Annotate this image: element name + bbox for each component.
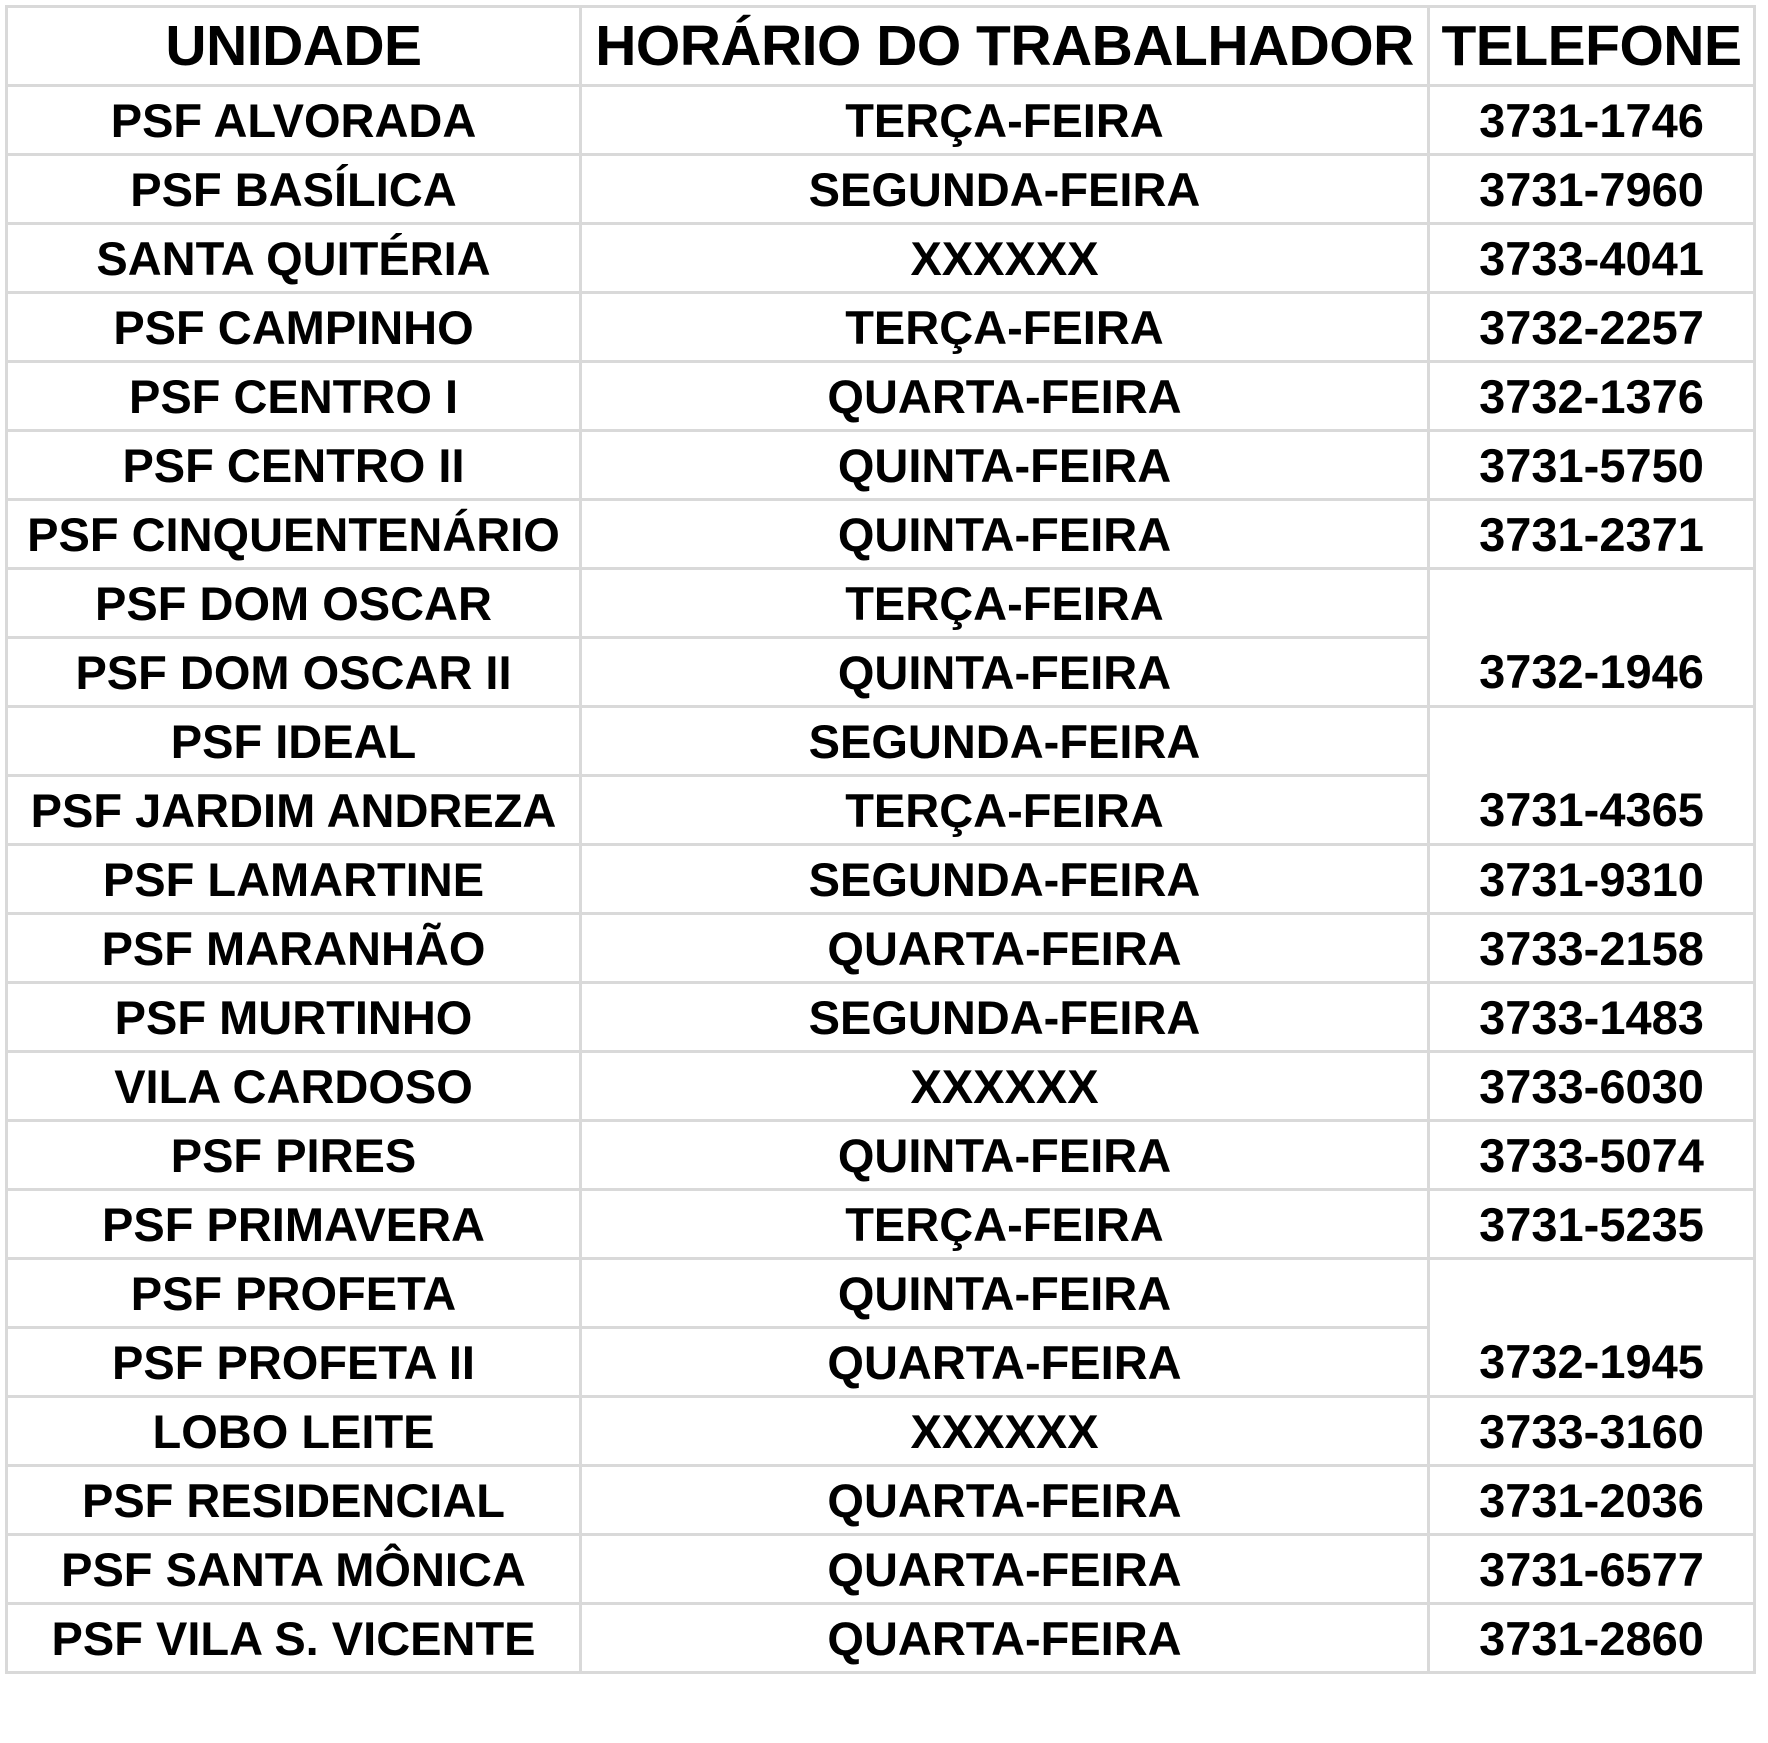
table-row [7,983,1755,1052]
table-row [7,1259,1755,1328]
header-telefone: TELEFONE [1429,7,1755,86]
horario-cell: TERÇA-FEIRA [581,569,1429,638]
table-row [7,1121,1755,1190]
unidade-cell: PSF DOM OSCAR II [7,638,581,707]
unidade-cell: PSF CENTRO II [7,431,581,500]
table-row [7,1604,1755,1673]
unidade-cell: PSF PIRES [7,1121,581,1190]
horario-cell: XXXXXX [581,1052,1429,1121]
table-row [7,431,1755,500]
unidade-cell: PSF IDEAL [7,707,581,776]
unidade-cell: PSF PROFETA II [7,1328,581,1397]
horario-cell: TERÇA-FEIRA [581,1190,1429,1259]
unidade-cell: PSF CAMPINHO [7,293,581,362]
horario-cell: XXXXXX [581,1397,1429,1466]
telefone-cell: 3731-1746 [1429,86,1755,155]
telefone-cell: 3733-6030 [1429,1052,1755,1121]
telefone-cell-merged: 3732-1946 [1429,569,1755,707]
unidade-cell: PSF DOM OSCAR [7,569,581,638]
table-row [7,1052,1755,1121]
horario-cell: QUARTA-FEIRA [581,1466,1429,1535]
unidade-cell: PSF MURTINHO [7,983,581,1052]
horario-cell: QUARTA-FEIRA [581,362,1429,431]
telefone-cell: 3733-3160 [1429,1397,1755,1466]
horario-cell: QUINTA-FEIRA [581,500,1429,569]
telefone-cell: 3733-2158 [1429,914,1755,983]
table-row [7,845,1755,914]
telefone-cell: 3732-2257 [1429,293,1755,362]
horario-cell: SEGUNDA-FEIRA [581,707,1429,776]
unidade-cell: PSF MARANHÃO [7,914,581,983]
telefone-cell: 3731-2860 [1429,1604,1755,1673]
telefone-cell: 3731-2036 [1429,1466,1755,1535]
telefone-cell: 3731-6577 [1429,1535,1755,1604]
horario-cell: QUARTA-FEIRA [581,1535,1429,1604]
horario-cell: TERÇA-FEIRA [581,86,1429,155]
table-row [7,86,1755,155]
table-row [7,155,1755,224]
telefone-cell: 3733-5074 [1429,1121,1755,1190]
table-row [7,914,1755,983]
horario-cell: QUINTA-FEIRA [581,638,1429,707]
horario-cell: QUINTA-FEIRA [581,1121,1429,1190]
horario-cell: QUINTA-FEIRA [581,431,1429,500]
table-row [7,1466,1755,1535]
table-row [7,362,1755,431]
telefone-cell: 3731-9310 [1429,845,1755,914]
unidade-cell: PSF ALVORADA [7,86,581,155]
unidade-cell: LOBO LEITE [7,1397,581,1466]
unidade-cell: SANTA QUITÉRIA [7,224,581,293]
horario-cell: SEGUNDA-FEIRA [581,155,1429,224]
unidade-cell: PSF BASÍLICA [7,155,581,224]
horario-cell: QUARTA-FEIRA [581,914,1429,983]
table-row [7,293,1755,362]
unidade-cell: PSF CENTRO I [7,362,581,431]
header-unidade: UNIDADE [7,7,581,86]
telefone-cell: 3732-1376 [1429,362,1755,431]
units-table [5,5,1756,1674]
horario-cell: QUINTA-FEIRA [581,1259,1429,1328]
telefone-cell: 3731-7960 [1429,155,1755,224]
horario-cell: TERÇA-FEIRA [581,776,1429,845]
header-row [7,7,1755,86]
horario-cell: XXXXXX [581,224,1429,293]
header-horario: HORÁRIO DO TRABALHADOR [581,7,1429,86]
unidade-cell: PSF VILA S. VICENTE [7,1604,581,1673]
telefone-cell-merged: 3731-4365 [1429,707,1755,845]
unidade-cell: PSF RESIDENCIAL [7,1466,581,1535]
unidade-cell: PSF SANTA MÔNICA [7,1535,581,1604]
telefone-cell: 3731-2371 [1429,500,1755,569]
horario-cell: SEGUNDA-FEIRA [581,983,1429,1052]
horario-cell: QUARTA-FEIRA [581,1328,1429,1397]
telefone-cell: 3733-1483 [1429,983,1755,1052]
unidade-cell: PSF CINQUENTENÁRIO [7,500,581,569]
unidade-cell: PSF PRIMAVERA [7,1190,581,1259]
table-row [7,707,1755,776]
table-row [7,1535,1755,1604]
table-row [7,1397,1755,1466]
unidade-cell: PSF PROFETA [7,1259,581,1328]
unidade-cell: VILA CARDOSO [7,1052,581,1121]
horario-cell: SEGUNDA-FEIRA [581,845,1429,914]
schedule-sheet [5,5,1753,1674]
unidade-cell: PSF JARDIM ANDREZA [7,776,581,845]
telefone-cell: 3731-5235 [1429,1190,1755,1259]
table-row [7,569,1755,638]
unidade-cell: PSF LAMARTINE [7,845,581,914]
table-row [7,500,1755,569]
telefone-cell-merged: 3732-1945 [1429,1259,1755,1397]
telefone-cell: 3731-5750 [1429,431,1755,500]
telefone-cell: 3733-4041 [1429,224,1755,293]
table-row [7,224,1755,293]
table-row [7,1190,1755,1259]
horario-cell: TERÇA-FEIRA [581,293,1429,362]
horario-cell: QUARTA-FEIRA [581,1604,1429,1673]
